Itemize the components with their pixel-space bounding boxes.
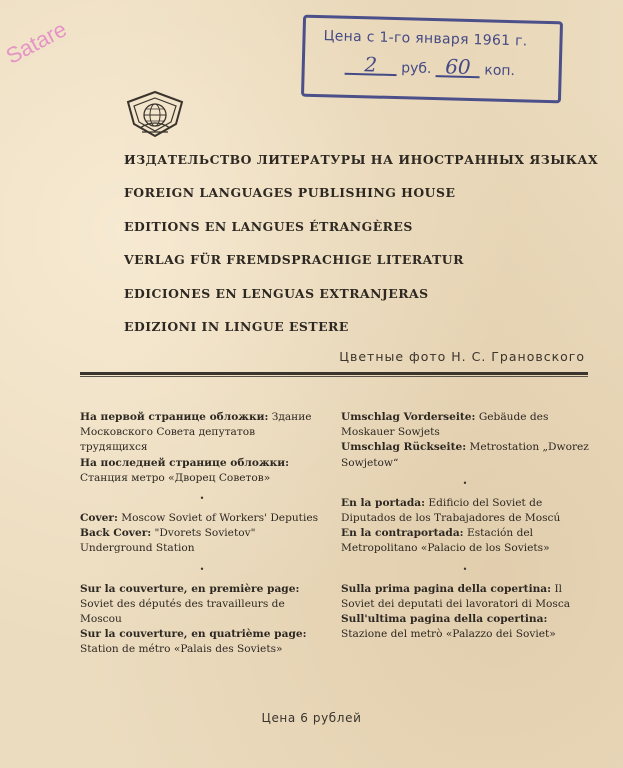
cover-note-text: Soviet des députés des travailleurs de Moscou	[80, 597, 285, 626]
cover-note-label: На первой странице обложки:	[80, 411, 269, 423]
cover-note-label: Cover:	[80, 512, 118, 525]
cover-note-text: Stazione del metrò «Palazzo dei Soviet»	[341, 628, 556, 641]
book-price: Цена 6 рублей	[261, 711, 362, 725]
cover-note	[341, 582, 589, 612]
cover-note	[80, 627, 324, 657]
divider-rule	[80, 372, 588, 375]
publisher-name-it: EDIZIONI IN LINGUE ESTERE	[124, 318, 349, 334]
cover-note	[341, 612, 589, 642]
cover-note	[80, 511, 324, 526]
photo-credit: Цветные фото Н. С. Грановского	[339, 349, 585, 364]
publisher-name-es: EDICIONES EN LENGUAS EXTRANJERAS	[124, 285, 429, 301]
cover-note-label: En la portada:	[341, 496, 426, 509]
cover-note	[80, 410, 324, 456]
publisher-name-de: VERLAG FÜR FREMDSPRACHIGE LITERATUR	[124, 252, 464, 268]
publisher-name-ru: ИЗДАТЕЛЬСТВО ЛИТЕРАТУРЫ НА ИНОСТРАННЫХ ЯЗЫКАХ	[124, 152, 599, 167]
stamp-kop-label: коп.	[484, 62, 516, 80]
publisher-name-en: FOREIGN LANGUAGES PUBLISHING HOUSE	[124, 185, 456, 201]
cover-note-label: Umschlag Rückseite:	[341, 441, 467, 454]
cover-note-label: Sull'ultima pagina della copertina:	[341, 613, 548, 626]
cover-note	[80, 582, 324, 628]
stamp-rub-label: руб.	[400, 60, 432, 77]
cover-note-text: Estación del Metropolitano «Palacio de los Soviets»	[341, 527, 550, 555]
cover-note-label: Back Cover:	[80, 527, 152, 540]
separator-dot: •	[199, 494, 205, 504]
cover-note-label: Umschlag Vorderseite:	[341, 411, 476, 423]
cover-note-label: На последней странице обложки:	[80, 456, 290, 469]
cover-notes-right-column	[341, 410, 589, 642]
price-stamp	[301, 15, 563, 104]
cover-note-text: Metrostation „Dworez Sowjetow“	[341, 441, 589, 469]
cover-note-text: Edificio del Soviet de Diputados de los Trabajadores de Moscú	[341, 496, 561, 525]
publisher-name-fr: EDITIONS EN LANGUES ÉTRANGÈRES	[124, 218, 413, 234]
stamp-date-line: Цена с 1-го января 1961 г.	[323, 28, 528, 50]
separator-dot: •	[462, 564, 468, 574]
stamp-rub-value: 2	[345, 55, 398, 76]
cover-note-text: Станция метро «Дворец Советов»	[80, 471, 271, 484]
cover-note-label: Sur la couverture, en quatrième page:	[80, 628, 307, 641]
cover-note	[341, 440, 589, 470]
cover-note	[80, 456, 324, 486]
stamp-kop-value: 60	[436, 57, 481, 78]
cover-note-text: Moscow Soviet of Workers' Deputies	[117, 512, 319, 525]
separator-dot: •	[199, 564, 205, 574]
watermark-text: Satare	[1, 16, 71, 69]
publisher-logo-icon	[124, 88, 186, 140]
cover-note-text: Gebäude des Moskauer Sowjets	[341, 411, 549, 439]
stamp-price-line	[345, 52, 545, 80]
cover-notes-left-column	[80, 410, 324, 658]
cover-note-text: "Dvorets Sovietov" Underground Station	[80, 527, 256, 555]
cover-note	[341, 526, 589, 556]
cover-note-label: Sulla prima pagina della copertina:	[341, 582, 552, 595]
cover-note	[80, 526, 324, 556]
cover-note	[341, 410, 589, 440]
cover-note-label: Sur la couverture, en première page:	[80, 582, 300, 595]
publisher-names	[124, 152, 598, 352]
cover-note-text: Il Soviet dei deputati dei lavoratori di Mosca	[341, 582, 571, 610]
cover-note-text: Station de métro «Palais des Soviets»	[80, 643, 283, 656]
cover-note-text: Здание Московского Совета депутатов трудящихся	[80, 411, 312, 454]
separator-dot: •	[462, 478, 468, 488]
cover-note-label: En la contraportada:	[341, 527, 464, 540]
divider-rule-thin	[80, 376, 588, 377]
cover-note	[341, 496, 589, 526]
